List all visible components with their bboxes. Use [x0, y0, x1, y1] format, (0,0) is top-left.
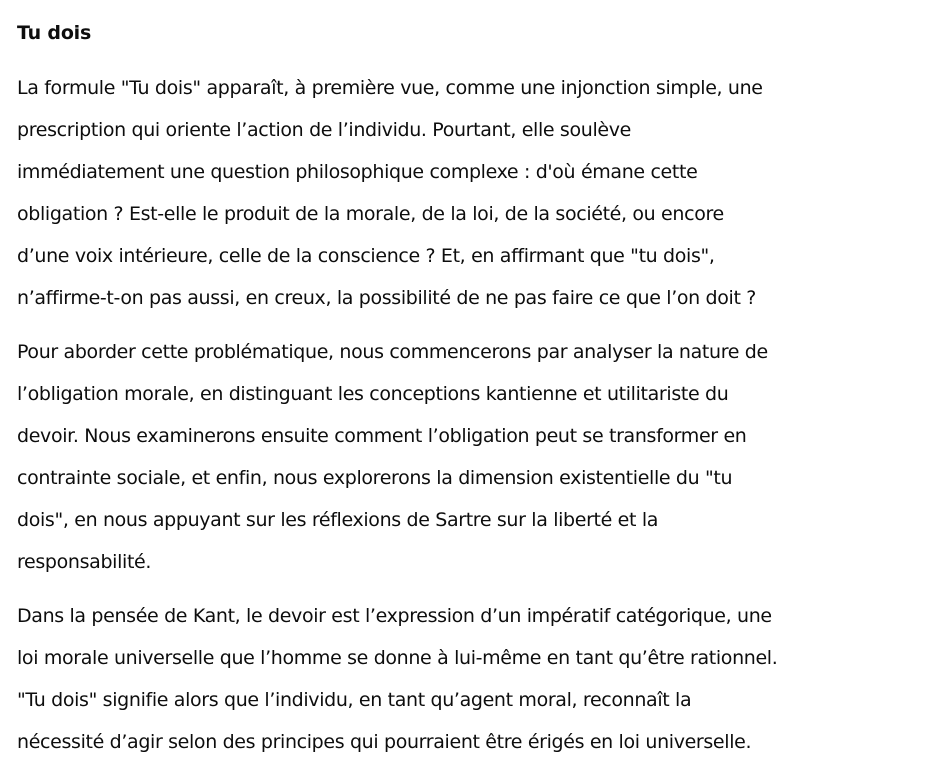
- paragraph-kant: [17, 595, 900, 763]
- paragraph-line: d’une voix intérieure, celle de la conscience ? Et, en affirmant que "tu dois",: [17, 245, 715, 267]
- paragraph-line: La formule "Tu dois" apparaît, à première vue, comme une injonction simple, une: [17, 77, 763, 99]
- paragraph-line: loi morale universelle que l’homme se donne à lui-même en tant qu’être rationnel.: [17, 647, 778, 669]
- paragraph-line: devoir. Nous examinerons ensuite comment l’obligation peut se transformer en: [17, 425, 747, 447]
- paragraph-line: nécessité d’agir selon des principes qui pourraient être érigés en loi universelle.: [17, 731, 752, 753]
- paragraph-line: responsabilité.: [17, 551, 152, 573]
- paragraph-line: n’affirme-t-on pas aussi, en creux, la possibilité de ne pas faire ce que l’on doit ?: [17, 287, 756, 309]
- paragraph-line: contrainte sociale, et enfin, nous explorerons la dimension existentielle du "tu: [17, 467, 733, 489]
- paragraph-line: obligation ? Est-elle le produit de la morale, de la loi, de la société, ou encore: [17, 203, 724, 225]
- paragraph-line: Pour aborder cette problématique, nous commencerons par analyser la nature de: [17, 341, 768, 363]
- paragraph-introduction: [17, 67, 900, 319]
- paragraph-line: l’obligation morale, en distinguant les conceptions kantienne et utilitariste du: [17, 383, 729, 405]
- paragraph-line: immédiatement une question philosophique complexe : d'où émane cette: [17, 161, 698, 183]
- paragraph-line: prescription qui oriente l’action de l’individu. Pourtant, elle soulève: [17, 119, 631, 141]
- paragraph-plan: [17, 331, 900, 583]
- paragraph-line: "Tu dois" signifie alors que l’individu, en tant qu’agent moral, reconnaît la: [17, 689, 692, 711]
- paragraph-line: dois", en nous appuyant sur les réflexions de Sartre sur la liberté et la: [17, 509, 659, 531]
- paragraph-line: Dans la pensée de Kant, le devoir est l’expression d’un impératif catégorique, une: [17, 605, 772, 627]
- article-title: Tu dois: [17, 22, 92, 44]
